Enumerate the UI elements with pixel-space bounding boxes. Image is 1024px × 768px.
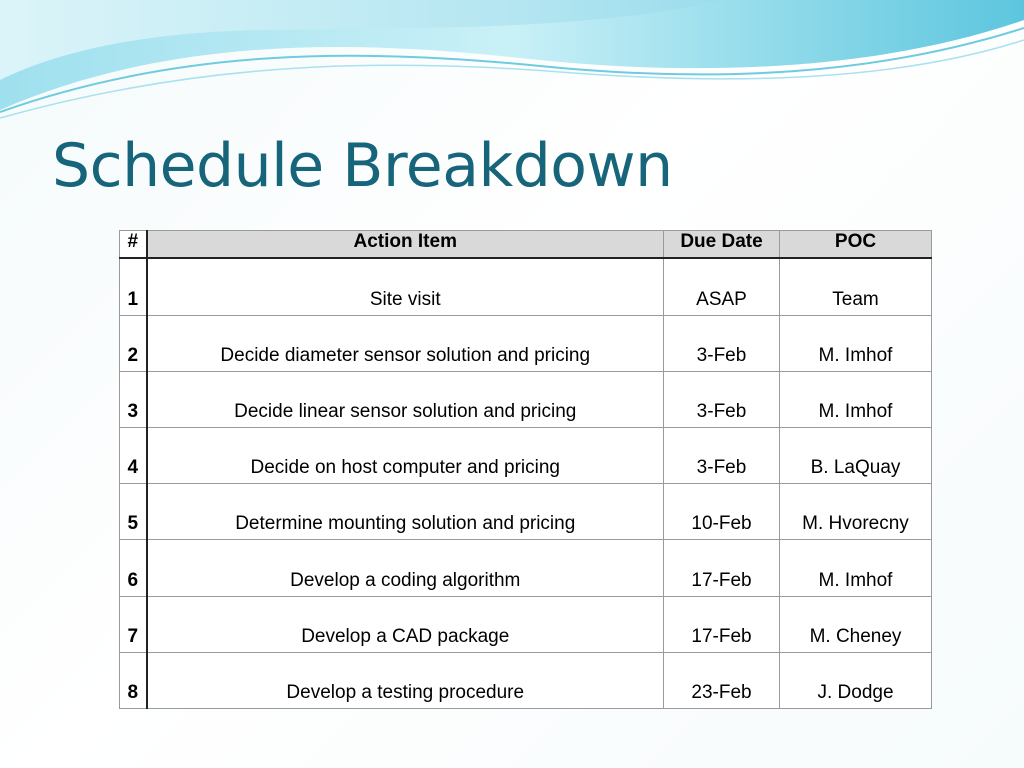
row-due-date: 3-Feb: [664, 428, 780, 484]
table-row: [120, 371, 932, 427]
row-due-date: 17-Feb: [664, 540, 780, 596]
schedule-table: [119, 230, 932, 709]
column-header-number: #: [120, 231, 147, 259]
row-due-date: 3-Feb: [664, 315, 780, 371]
row-poc: Team: [780, 258, 932, 315]
row-due-date: 10-Feb: [664, 484, 780, 540]
row-due-date: 3-Feb: [664, 371, 780, 427]
row-due-date: ASAP: [664, 258, 780, 315]
row-number: 4: [120, 428, 147, 484]
row-action-item: Develop a CAD package: [147, 596, 664, 652]
row-due-date: 17-Feb: [664, 596, 780, 652]
row-number: 5: [120, 484, 147, 540]
table-row: [120, 315, 932, 371]
table-row: [120, 652, 932, 708]
page-title: Schedule Breakdown: [52, 131, 673, 201]
table-row: [120, 596, 932, 652]
row-action-item: Decide on host computer and pricing: [147, 428, 664, 484]
table-row: [120, 428, 932, 484]
header-wave-decoration: [0, 0, 1024, 130]
row-action-item: Develop a testing procedure: [147, 652, 664, 708]
row-due-date: 23-Feb: [664, 652, 780, 708]
table-row: [120, 540, 932, 596]
row-action-item: Determine mounting solution and pricing: [147, 484, 664, 540]
row-poc: M. Imhof: [780, 540, 932, 596]
row-number: 1: [120, 258, 147, 315]
row-poc: M. Imhof: [780, 371, 932, 427]
column-header-action-item: Action Item: [147, 231, 664, 259]
row-action-item: Site visit: [147, 258, 664, 315]
row-poc: M. Hvorecny: [780, 484, 932, 540]
row-poc: M. Cheney: [780, 596, 932, 652]
row-number: 7: [120, 596, 147, 652]
table-row: [120, 484, 932, 540]
column-header-due-date: Due Date: [664, 231, 780, 259]
row-action-item: Decide linear sensor solution and pricing: [147, 371, 664, 427]
row-action-item: Decide diameter sensor solution and pricing: [147, 315, 664, 371]
row-poc: B. LaQuay: [780, 428, 932, 484]
row-number: 6: [120, 540, 147, 596]
row-poc: J. Dodge: [780, 652, 932, 708]
table-header-row: [120, 231, 932, 259]
row-number: 2: [120, 315, 147, 371]
row-action-item: Develop a coding algorithm: [147, 540, 664, 596]
table-row: [120, 258, 932, 315]
row-number: 3: [120, 371, 147, 427]
row-poc: M. Imhof: [780, 315, 932, 371]
column-header-poc: POC: [780, 231, 932, 259]
row-number: 8: [120, 652, 147, 708]
